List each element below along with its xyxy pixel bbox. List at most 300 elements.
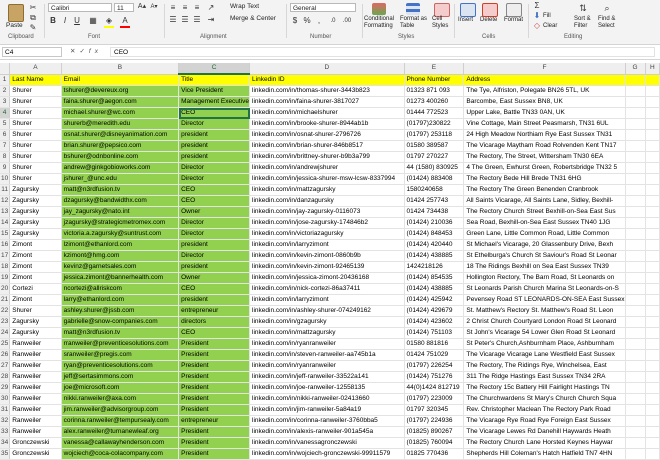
cell-f[interactable]: The Rectory Church Street Bexhill-on-Sea East Sus xyxy=(464,207,625,218)
cell-e[interactable]: (01424) 425942 xyxy=(404,295,464,306)
cell-g[interactable] xyxy=(625,108,645,119)
cell-g[interactable] xyxy=(625,405,645,416)
cell-e[interactable]: 01444 772523 xyxy=(404,108,464,119)
name-box[interactable]: C4 xyxy=(2,47,62,57)
cell-a[interactable]: Ranweiler xyxy=(10,427,61,438)
cell-a[interactable]: Shurer xyxy=(10,163,61,174)
cell-c[interactable]: Vice President xyxy=(179,86,250,97)
cell-b[interactable]: Email xyxy=(61,74,178,86)
cell-b[interactable]: faina.shurer@aegon.com xyxy=(61,97,178,108)
cell-e[interactable]: (01424) 883408 xyxy=(404,174,464,185)
cell-d[interactable]: linkedin.com/in/vanessagronczewski xyxy=(250,438,405,449)
cell-c[interactable]: Owner xyxy=(179,273,250,284)
cell-a[interactable]: Zagursky xyxy=(10,218,61,229)
cell-e[interactable]: (01424) 423602 xyxy=(404,317,464,328)
cell-g[interactable] xyxy=(625,207,645,218)
row-header[interactable]: 27 xyxy=(0,361,10,372)
cell-e[interactable]: (01424) 438885 xyxy=(404,251,464,262)
cell-d[interactable]: linkedin.com/in/larryzimont xyxy=(250,295,405,306)
column-header-b[interactable]: B xyxy=(61,63,178,74)
grow-font-icon[interactable]: A▴ xyxy=(137,3,147,10)
cell-b[interactable]: jay_zagursky@nato.int xyxy=(61,207,178,218)
spreadsheet-grid[interactable] xyxy=(0,63,660,457)
cell-c[interactable]: president xyxy=(179,295,250,306)
cell-h[interactable] xyxy=(645,306,659,317)
cell-f[interactable]: 18 The Ridings Bexhill on Sea East Sussex TN39 xyxy=(464,262,625,273)
cell-e[interactable]: 01273 400260 xyxy=(404,97,464,108)
italic-icon[interactable]: I xyxy=(63,16,67,25)
cell-e[interactable]: (01825) 760094 xyxy=(404,438,464,449)
cell-b[interactable]: ashley.shurer@jssb.com xyxy=(61,306,178,317)
cell-c[interactable]: entrepreneur xyxy=(179,306,250,317)
cell-f[interactable]: 311 The Ridge Hastings East Sussex TN34 2RA xyxy=(464,372,625,383)
cell-g[interactable] xyxy=(625,152,645,163)
cell-g[interactable] xyxy=(625,141,645,152)
cell-b[interactable]: larry@ethanlord.com xyxy=(61,295,178,306)
cell-g[interactable] xyxy=(625,295,645,306)
cell-f[interactable]: Address xyxy=(464,74,625,86)
cell-a[interactable]: Zimont xyxy=(10,251,61,262)
cell-h[interactable] xyxy=(645,163,659,174)
row-header[interactable]: 24 xyxy=(0,328,10,339)
cell-a[interactable]: Zagursky xyxy=(10,185,61,196)
cell-b[interactable]: osnat.shurer@disneyanimation.com xyxy=(61,130,178,141)
cell-e[interactable]: (01797) 253118 xyxy=(404,130,464,141)
cell-f[interactable]: The Vicarage Lewes Rd Danehill Haywards Heath xyxy=(464,427,625,438)
formula-input[interactable]: CEO xyxy=(110,47,655,57)
cell-h[interactable] xyxy=(645,97,659,108)
bold-icon[interactable]: B xyxy=(50,16,56,25)
find-select-icon[interactable]: ⌕ xyxy=(604,3,610,13)
cell-c[interactable]: CEO xyxy=(179,328,250,339)
cell-f[interactable]: The Rectory, The Street, Wittersham TN30 6EA xyxy=(464,152,625,163)
cell-a[interactable]: Zimont xyxy=(10,295,61,306)
cell-e[interactable]: (01825) 890267 xyxy=(404,427,464,438)
cell-b[interactable]: andrew@ginkgobioworks.com xyxy=(61,163,178,174)
row-header[interactable]: 17 xyxy=(0,251,10,262)
cell-b[interactable]: joe@microsoft.com xyxy=(61,383,178,394)
cell-d[interactable]: linkedin.com/in/ryanranweiler xyxy=(250,339,405,350)
row-header[interactable]: 11 xyxy=(0,185,10,196)
cell-g[interactable] xyxy=(625,273,645,284)
cell-h[interactable] xyxy=(645,383,659,394)
fx-icon[interactable]: fx xyxy=(88,48,102,55)
font-color-icon[interactable]: A xyxy=(120,16,130,28)
cell-d[interactable]: linkedin.com/in/nick-cortezi-86a37411 xyxy=(250,284,405,295)
cell-a[interactable]: Ranweiler xyxy=(10,405,61,416)
cell-h[interactable] xyxy=(645,394,659,405)
cell-c[interactable]: CEO xyxy=(179,185,250,196)
row-header[interactable]: 23 xyxy=(0,317,10,328)
cell-f[interactable]: Barcombe, East Sussex BN8, UK xyxy=(464,97,625,108)
cell-f[interactable]: The Churchwardens St Mary's Church Church Squa xyxy=(464,394,625,405)
cell-h[interactable] xyxy=(645,141,659,152)
cell-e[interactable]: 01825 770436 xyxy=(404,449,464,460)
cell-b[interactable]: lzimont@ethanlord.com xyxy=(61,240,178,251)
cell-e[interactable]: 01424 734438 xyxy=(404,207,464,218)
cell-d[interactable]: linkedin.com/in/gzagursky xyxy=(250,317,405,328)
cell-d[interactable]: linkedin.com/in/alexis-ranweiler-901a545a xyxy=(250,427,405,438)
cell-d[interactable]: linkedin.com/in/ashley-shurer-074249162 xyxy=(250,306,405,317)
cell-h[interactable] xyxy=(645,295,659,306)
borders-icon[interactable]: ▦ xyxy=(89,16,97,25)
sort-filter-button[interactable]: Sort & Filter xyxy=(574,16,591,29)
cell-e[interactable]: Phone Number xyxy=(404,74,464,86)
cell-h[interactable] xyxy=(645,405,659,416)
cell-g[interactable] xyxy=(625,306,645,317)
align-left-icon[interactable]: ☰ xyxy=(169,15,177,24)
cell-c[interactable]: Title xyxy=(179,74,250,86)
cell-f[interactable]: The Rectory The Green Benenden Cranbrook xyxy=(464,185,625,196)
cell-f[interactable]: The Rectory Bede Hill Brede TN31 6HG xyxy=(464,174,625,185)
cell-a[interactable]: Ranweiler xyxy=(10,339,61,350)
cell-g[interactable] xyxy=(625,251,645,262)
cell-d[interactable]: linkedin.com/in/brittney-shurer-b9b3a799 xyxy=(250,152,405,163)
cell-d[interactable]: linkedin.com/in/kevin-zimont-92465139 xyxy=(250,262,405,273)
cell-f[interactable]: The Vicarage Maytham Road Rolvenden Kent TN17 xyxy=(464,141,625,152)
cell-d[interactable]: Linkedin ID xyxy=(250,74,405,86)
cell-styles-button[interactable]: Cell Styles xyxy=(432,16,449,29)
cell-e[interactable]: (01424) 438885 xyxy=(404,284,464,295)
cell-a[interactable]: Zagursky xyxy=(10,207,61,218)
cell-b[interactable]: ncortezi@allriskcom xyxy=(61,284,178,295)
currency-icon[interactable]: $ xyxy=(292,16,298,25)
cell-a[interactable]: Zimont xyxy=(10,240,61,251)
cell-d[interactable]: linkedin.com/in/larryzimont xyxy=(250,240,405,251)
cell-b[interactable]: brian.shurer@pepsico.com xyxy=(61,141,178,152)
cell-c[interactable]: Director xyxy=(179,174,250,185)
format-button[interactable]: Format xyxy=(504,17,524,23)
column-header-h[interactable]: H xyxy=(645,63,659,74)
cell-d[interactable]: linkedin.com/in/jim-ranweiler-5a84a19 xyxy=(250,405,405,416)
row-header[interactable]: 33 xyxy=(0,427,10,438)
cell-b[interactable]: jim.ranweiler@advisorgroup.com xyxy=(61,405,178,416)
cell-b[interactable]: bshurer@odnbonline.com xyxy=(61,152,178,163)
cell-e[interactable]: 44(0)1424 812719 xyxy=(404,383,464,394)
increase-decimal-icon[interactable]: .0 xyxy=(330,18,336,24)
cell-e[interactable]: 1580240658 xyxy=(404,185,464,196)
cell-d[interactable]: linkedin.com/in/jose-zagursky-174846b2 xyxy=(250,218,405,229)
cell-c[interactable]: Director xyxy=(179,251,250,262)
cell-c[interactable]: President xyxy=(179,405,250,416)
row-header[interactable]: 31 xyxy=(0,405,10,416)
cell-c[interactable]: President xyxy=(179,372,250,383)
row-header[interactable]: 14 xyxy=(0,218,10,229)
cell-g[interactable] xyxy=(625,383,645,394)
cell-h[interactable] xyxy=(645,427,659,438)
cell-h[interactable] xyxy=(645,416,659,427)
paste-icon[interactable] xyxy=(8,4,24,22)
cell-h[interactable] xyxy=(645,152,659,163)
underline-icon[interactable]: U xyxy=(74,16,80,25)
cell-h[interactable] xyxy=(645,449,659,460)
wrap-text-button[interactable]: Wrap Text xyxy=(230,3,260,10)
cell-f[interactable]: The Rectory Church Lane Horsted Keynes Haywar xyxy=(464,438,625,449)
cell-c[interactable]: President xyxy=(179,394,250,405)
cell-e[interactable]: (01797) 223009 xyxy=(404,394,464,405)
cell-a[interactable]: Ranweiler xyxy=(10,416,61,427)
cell-a[interactable]: Shurer xyxy=(10,130,61,141)
row-header[interactable]: 10 xyxy=(0,174,10,185)
cell-c[interactable]: President xyxy=(179,339,250,350)
orientation-icon[interactable]: ↗ xyxy=(207,3,215,12)
cell-f[interactable]: St Ethelburga's Church St Saviour's Road St Leonar xyxy=(464,251,625,262)
cell-e[interactable]: 01424 257743 xyxy=(404,196,464,207)
cell-e[interactable]: (01424) 429679 xyxy=(404,306,464,317)
insert-cells-icon[interactable] xyxy=(460,3,476,17)
select-all-corner[interactable] xyxy=(0,63,10,74)
cell-f[interactable]: Upper Lake, Battle TN33 0AN, UK xyxy=(464,108,625,119)
cell-e[interactable]: 01797 270227 xyxy=(404,152,464,163)
cell-b[interactable]: matt@n3rdfusion.tv xyxy=(61,185,178,196)
cell-f[interactable]: St Michael's Vicarage, 20 Glassenbury Drive, Bexh xyxy=(464,240,625,251)
cell-d[interactable]: linkedin.com/in/corinna-ranweiler-3760bba5 xyxy=(250,416,405,427)
cell-f[interactable]: The Rectory, The Ridings Rye, Winchelsea, East xyxy=(464,361,625,372)
cell-styles-icon[interactable] xyxy=(434,3,450,17)
cell-b[interactable]: rranweiler@preventicesolutions.com xyxy=(61,339,178,350)
cell-d[interactable]: linkedin.com/in/brian-shurer-846b8517 xyxy=(250,141,405,152)
cell-c[interactable]: president xyxy=(179,240,250,251)
cell-d[interactable]: linkedin.com/in/jessica-zimont-20436168 xyxy=(250,273,405,284)
cell-g[interactable] xyxy=(625,328,645,339)
cell-f[interactable]: 2 Christ Church Courtyard London Road St Leonard xyxy=(464,317,625,328)
fill-icon[interactable]: ⬇ xyxy=(533,11,541,20)
cell-g[interactable] xyxy=(625,427,645,438)
cell-b[interactable]: matt@n3rdfusion.tv xyxy=(61,328,178,339)
cell-h[interactable] xyxy=(645,372,659,383)
cell-d[interactable]: linkedin.com/in/wojciech-gronczewski-99911579 xyxy=(250,449,405,460)
cell-a[interactable]: Shurer xyxy=(10,108,61,119)
cell-g[interactable] xyxy=(625,339,645,350)
cancel-icon[interactable]: ✕ xyxy=(70,48,80,55)
cell-f[interactable]: St Leonards Parish Church Marina St Leonards-on-S xyxy=(464,284,625,295)
cell-a[interactable]: Shurer xyxy=(10,86,61,97)
cell-c[interactable]: Director xyxy=(179,229,250,240)
cell-d[interactable]: linkedin.com/in/mattzagursky xyxy=(250,185,405,196)
cell-d[interactable]: linkedin.com/in/danzagursky xyxy=(250,196,405,207)
cell-c[interactable]: president xyxy=(179,130,250,141)
cell-a[interactable]: Zagursky xyxy=(10,317,61,328)
indent-icon[interactable]: ⇥ xyxy=(207,15,215,24)
cell-c[interactable]: president xyxy=(179,262,250,273)
row-header[interactable]: 35 xyxy=(0,449,10,460)
cell-f[interactable]: Sea Road, Bexhill-on-Sea East Sussex TN40 1JG xyxy=(464,218,625,229)
column-header-a[interactable]: A xyxy=(10,63,61,74)
cell-b[interactable]: kevinz@garnetsales.com xyxy=(61,262,178,273)
cell-b[interactable]: alex.ranweiler@turnanewleaf.org xyxy=(61,427,178,438)
conditional-formatting-button[interactable]: Conditional Formatting xyxy=(364,16,395,29)
row-header[interactable]: 34 xyxy=(0,438,10,449)
format-painter-icon[interactable]: ✎ xyxy=(29,23,37,32)
cell-c[interactable]: Director xyxy=(179,163,250,174)
cell-h[interactable] xyxy=(645,361,659,372)
cell-h[interactable] xyxy=(645,240,659,251)
number-format-select[interactable]: General xyxy=(290,3,356,12)
cell-d[interactable]: linkedin.com/in/jay-zagursky-0116073 xyxy=(250,207,405,218)
fill-color-icon[interactable]: ◈ xyxy=(104,16,114,28)
autosum-icon[interactable]: Σ xyxy=(534,1,540,10)
row-header[interactable]: 28 xyxy=(0,372,10,383)
cell-h[interactable] xyxy=(645,328,659,339)
cell-a[interactable]: Last Name xyxy=(10,74,61,86)
shrink-font-icon[interactable]: A▾ xyxy=(150,4,158,10)
cell-b[interactable]: jeff@sertasimmons.com xyxy=(61,372,178,383)
cell-g[interactable] xyxy=(625,361,645,372)
cell-a[interactable]: Shurer xyxy=(10,119,61,130)
cell-h[interactable] xyxy=(645,284,659,295)
cell-d[interactable]: linkedin.com/in/thomas-shurer-3443b823 xyxy=(250,86,405,97)
cell-b[interactable]: tshurer@devereux.org xyxy=(61,86,178,97)
cell-g[interactable] xyxy=(625,449,645,460)
cell-f[interactable]: Vine Cottage, Main Street Peasmarsh, TN31 6UL xyxy=(464,119,625,130)
font-size-select[interactable]: 11 xyxy=(114,3,134,12)
conditional-formatting-icon[interactable] xyxy=(372,3,386,15)
row-header[interactable]: 15 xyxy=(0,229,10,240)
row-header[interactable]: 7 xyxy=(0,141,10,152)
cell-c[interactable]: CEO xyxy=(179,108,250,119)
cell-f[interactable]: St John's Vicarage 54 Lower Glen Road St Leonard xyxy=(464,328,625,339)
cell-f[interactable]: Shepherds Hill Coleman's Hatch Hatfield TN7 4HN xyxy=(464,449,625,460)
cell-d[interactable]: linkedin.com/in/michaelshurer xyxy=(250,108,405,119)
cell-g[interactable] xyxy=(625,372,645,383)
cell-d[interactable]: linkedin.com/in/mattzagursky xyxy=(250,328,405,339)
cell-c[interactable]: CEO xyxy=(179,284,250,295)
cell-h[interactable] xyxy=(645,339,659,350)
align-middle-icon[interactable]: ≡ xyxy=(182,3,188,12)
cell-d[interactable]: linkedin.com/in/jessica-shurer-msw-lcsw-8337994 xyxy=(250,174,405,185)
cell-h[interactable] xyxy=(645,229,659,240)
row-header[interactable]: 9 xyxy=(0,163,10,174)
cell-e[interactable]: (01797) 224936 xyxy=(404,416,464,427)
cell-c[interactable]: president xyxy=(179,152,250,163)
cell-b[interactable]: shurerb@meredith.edu xyxy=(61,119,178,130)
cell-g[interactable] xyxy=(625,416,645,427)
cell-h[interactable] xyxy=(645,196,659,207)
cell-g[interactable] xyxy=(625,262,645,273)
cell-e[interactable]: 01580 389587 xyxy=(404,141,464,152)
cell-h[interactable] xyxy=(645,86,659,97)
row-header[interactable]: 18 xyxy=(0,262,10,273)
row-header[interactable]: 13 xyxy=(0,207,10,218)
cell-g[interactable] xyxy=(625,130,645,141)
row-header[interactable]: 8 xyxy=(0,152,10,163)
cell-h[interactable] xyxy=(645,251,659,262)
format-cells-icon[interactable] xyxy=(506,3,522,17)
row-header[interactable]: 22 xyxy=(0,306,10,317)
cell-h[interactable] xyxy=(645,262,659,273)
cell-g[interactable] xyxy=(625,86,645,97)
cell-b[interactable]: victoria.a.zagursky@suntrust.com xyxy=(61,229,178,240)
row-header[interactable]: 29 xyxy=(0,383,10,394)
cell-e[interactable]: (01424) 751103 xyxy=(404,328,464,339)
cell-a[interactable]: Shurer xyxy=(10,97,61,108)
cell-g[interactable] xyxy=(625,163,645,174)
cell-c[interactable]: President xyxy=(179,438,250,449)
cell-a[interactable]: Zimont xyxy=(10,273,61,284)
clear-icon[interactable]: ◇ xyxy=(533,21,541,30)
comma-icon[interactable]: , xyxy=(317,16,321,25)
cell-g[interactable] xyxy=(625,284,645,295)
cell-a[interactable]: Ranweiler xyxy=(10,372,61,383)
align-bottom-icon[interactable]: ≡ xyxy=(194,3,200,12)
cell-b[interactable]: jshurer_@unc.edu xyxy=(61,174,178,185)
row-header[interactable]: 26 xyxy=(0,350,10,361)
cell-g[interactable] xyxy=(625,97,645,108)
cell-e[interactable]: (01424) 854535 xyxy=(404,273,464,284)
cell-h[interactable] xyxy=(645,207,659,218)
cell-d[interactable]: linkedin.com/in/steven-ranweiler-aa745b1a xyxy=(250,350,405,361)
cell-h[interactable] xyxy=(645,218,659,229)
cell-f[interactable]: All Saints Vicarage, All Saints Lane, Sidley, Bexhill- xyxy=(464,196,625,207)
cell-f[interactable]: St. Matthew's Rectory St. Matthew's Road St. Leon xyxy=(464,306,625,317)
cell-c[interactable]: President xyxy=(179,427,250,438)
font-name-select[interactable]: Calibri xyxy=(48,3,112,12)
row-header[interactable]: 20 xyxy=(0,284,10,295)
cell-g[interactable] xyxy=(625,350,645,361)
cell-c[interactable]: President xyxy=(179,383,250,394)
cell-e[interactable]: 01797 320345 xyxy=(404,405,464,416)
cell-g[interactable] xyxy=(625,196,645,207)
cell-b[interactable]: ryan@preventicesolutions.com xyxy=(61,361,178,372)
cell-c[interactable]: Director xyxy=(179,119,250,130)
align-top-icon[interactable]: ≡ xyxy=(170,3,176,12)
cell-b[interactable]: jessica.zimont@bannerhealth.com xyxy=(61,273,178,284)
row-header[interactable]: 32 xyxy=(0,416,10,427)
cell-e[interactable]: (01797)230822 xyxy=(404,119,464,130)
cell-a[interactable]: Ranweiler xyxy=(10,394,61,405)
cell-f[interactable]: 4 The Green, Ewhurst Green, Robertsbridge TN32 5 xyxy=(464,163,625,174)
cell-a[interactable]: Shurer xyxy=(10,174,61,185)
cell-d[interactable]: linkedin.com/in/joe-ranweiler-12558135 xyxy=(250,383,405,394)
copy-icon[interactable]: ⧉ xyxy=(30,13,36,22)
column-header-e[interactable]: E xyxy=(404,63,464,74)
cell-d[interactable]: linkedin.com/in/nikki-ranweiler-02413660 xyxy=(250,394,405,405)
cell-d[interactable]: linkedin.com/in/faina-shurer-3817027 xyxy=(250,97,405,108)
cell-f[interactable]: The Vicarage Rye Road Rye Foreign East Sussex xyxy=(464,416,625,427)
cell-f[interactable]: Hollington Rectory, The Barn Road, St Leonards on xyxy=(464,273,625,284)
row-header[interactable]: 30 xyxy=(0,394,10,405)
percent-icon[interactable]: % xyxy=(303,16,311,25)
cell-d[interactable]: linkedin.com/in/victoriazagursky xyxy=(250,229,405,240)
cell-a[interactable]: Ranweiler xyxy=(10,361,61,372)
row-header[interactable]: 6 xyxy=(0,130,10,141)
cell-h[interactable] xyxy=(645,119,659,130)
row-header[interactable]: 5 xyxy=(0,119,10,130)
delete-button[interactable]: Delete xyxy=(480,17,498,23)
cell-c[interactable]: entrepreneur xyxy=(179,416,250,427)
cell-f[interactable]: Green Lane, Little Common Road, Little Common xyxy=(464,229,625,240)
cell-b[interactable]: gabrielle@snow-companies.com xyxy=(61,317,178,328)
cell-f[interactable]: 24 High Meadow Northiam Rye East Sussex TN31 xyxy=(464,130,625,141)
row-header[interactable]: 25 xyxy=(0,339,10,350)
cell-e[interactable]: (01424) 751276 xyxy=(404,372,464,383)
cell-b[interactable]: dzagursky@bandwidthx.com xyxy=(61,196,178,207)
cell-g[interactable] xyxy=(625,229,645,240)
cell-b[interactable]: jzagursky@strategicmetromex.com xyxy=(61,218,178,229)
cell-e[interactable]: (01424) 848453 xyxy=(404,229,464,240)
sort-filter-icon[interactable]: ⇅ xyxy=(579,3,587,13)
row-header[interactable]: 21 xyxy=(0,295,10,306)
cell-a[interactable]: Ranweiler xyxy=(10,350,61,361)
cell-g[interactable] xyxy=(625,218,645,229)
column-header-g[interactable]: G xyxy=(625,63,645,74)
column-header-c[interactable]: C xyxy=(179,63,250,74)
cell-b[interactable]: wojciech@coca-colacompany.com xyxy=(61,449,178,460)
cell-g[interactable] xyxy=(625,438,645,449)
cell-c[interactable]: President xyxy=(179,350,250,361)
cell-c[interactable]: Director xyxy=(179,218,250,229)
cell-f[interactable]: Rev. Christopher Maclean The Rectory Park Road xyxy=(464,405,625,416)
